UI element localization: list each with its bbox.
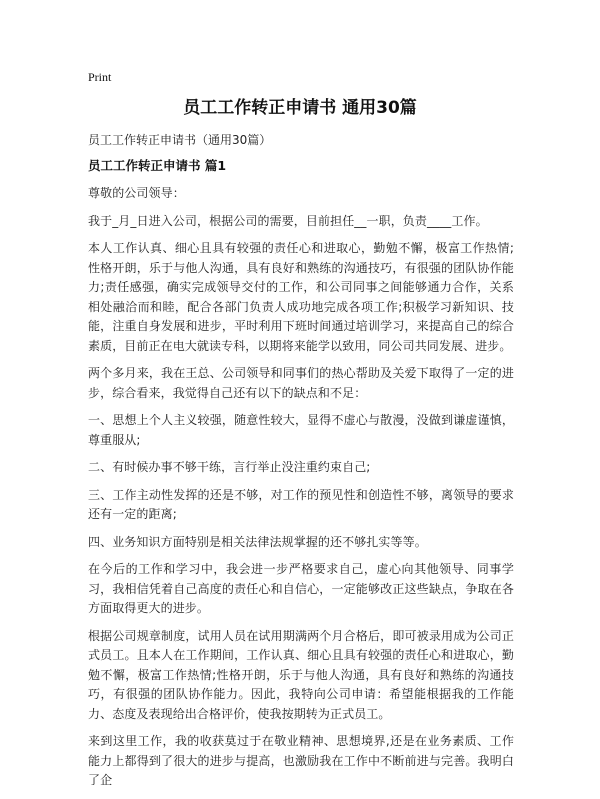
body-paragraph: 一、思想上个人主义较强，随意性较大，显得不虚心与散漫，没做到谦虚谨慎，尊重服从; [88,413,514,447]
body-paragraph: 根据公司规章制度，试用人员在试用期满两个月合格后，即可被录用成为公司正式员工。且本人在工作期间，工作认真、细心且具有较强的责任心和进取心，勤勉不懈，极富工作热情;性格开朗，乐于与他人沟通，具有良好和熟练的沟通技巧，有很强的团队协作能力。因此，我特向公司申请：希望能根据我的工作能力、态度及表现给出合格评价，使我按期转为正式员工。 [88,628,514,721]
document-subtitle: 员工工作转正申请书（通用30篇） [88,133,272,147]
body-paragraph: 两个多月来，我在王总、公司领导和同事们的热心帮助及关爱下取得了一定的进步，综合看来，我觉得自己还有以下的缺点和不足： [88,366,514,400]
document-body [88,131,514,799]
body-paragraph: 我于_月_日进入公司，根据公司的需要，目前担任__一职，负责____工作。 [88,213,488,228]
body-paragraph: 本人工作认真、细心且具有较强的责任心和进取心，勤勉不懈，极富工作热情;性格开朗，乐于与他人沟通，具有良好和熟练的沟通技巧，有很强的团队协作能力;责任感强，确实完成领导交付的工作，和公司同事之间能够通力合作，关系相处融洽而和睦，配合各部门负责人成功地完成各项工作;积极学习新知识、技能，注重自身发展和进步，平时利用下班时间通过培训学习，来提高自己的综合素质，目前正在电大就读专科，以期将来能学以致用，同公司共同发展、进步。 [88,241,514,353]
body-paragraph: 在今后的工作和学习中，我会进一步严格要求自己，虚心向其他领导、同事学习，我相信凭着自己高度的责任心和自信心，一定能够改正这些缺点，争取在各方面取得更大的进步。 [88,562,514,615]
salutation-paragraph: 尊敬的公司领导： [88,186,185,200]
section-heading: 员工工作转正申请书 篇1 [88,158,227,173]
body-paragraph: 来到这里工作，我的收获莫过于在敬业精神、思想境界,还是在业务素质、工作能力上都得到了很大的进步与提高，也激励我在工作中不断前进与完善。我明白了企 [88,734,514,787]
body-paragraph: 四、业务知识方面特别是相关法律法规掌握的还不够扎实等等。 [88,534,427,549]
body-paragraph: 二、有时候办事不够干练，言行举止没注重约束自己; [88,460,371,474]
page-title: 员工工作转正申请书 通用30篇 [183,98,417,118]
print-link[interactable]: Print [88,70,112,84]
body-paragraph: 三、工作主动性发挥的还是不够，对工作的预见性和创造性不够，离领导的要求还有一定的距离; [88,487,514,521]
